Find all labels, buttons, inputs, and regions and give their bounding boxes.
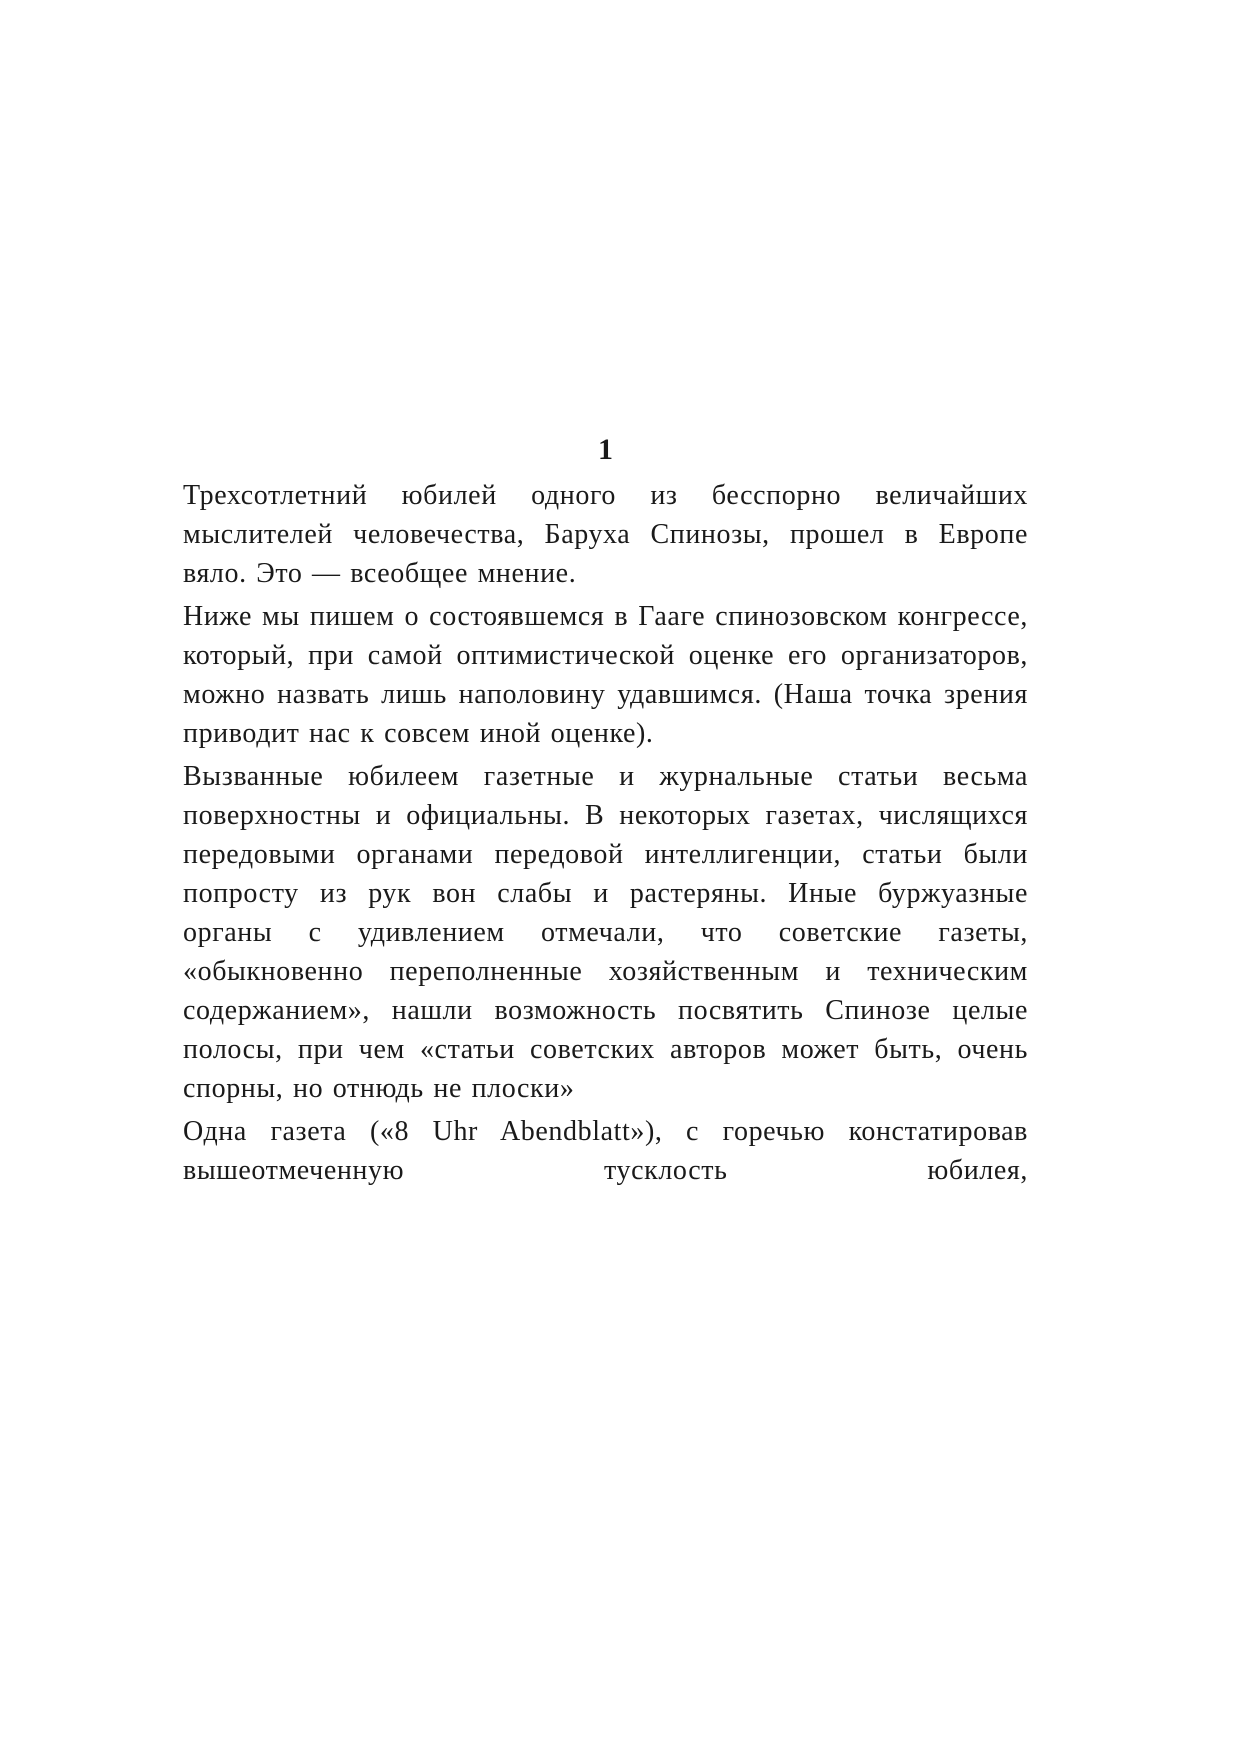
paragraph-2: Ниже мы пишем о состоявшемся в Гааге спинозовском конгрессе, который, при самой оптимистической оценке его организаторов, можно назвать лишь наполовину удавшимся. (Наша точка зрения приводит нас к совсем иной оценке).	[183, 601, 1028, 749]
document-page	[183, 430, 1028, 1194]
paragraph-3: Вызванные юбилеем газетные и журнальные статьи весьма поверхностны и официальны. В некоторых газетах, числящихся передовыми органами передовой интеллигенции, статьи были попросту из рук вон слабы и растеряны. Иные буржуазные органы с удивлением отмечали, что советские газеты, «обыкновенно переполненные хозяйственным и техническим содержанием», нашли возможность посвятить Спинозе целые полосы, при чем «статьи советских авторов может быть, очень спорны, но отнюдь не плоски»	[183, 761, 1028, 1104]
section-number: 1	[598, 433, 613, 466]
paragraph-1: Трехсотлетний юбилей одного из бесспорно величайших мыслителей человечества, Баруха Спинозы, прошел в Европе вяло. Это — всеобщее мнение.	[183, 480, 1028, 589]
paragraph-4: Одна газета («8 Uhr Abendblatt»), с горечью констатировав вышеотмеченную тусклость юбилея,	[183, 1116, 1028, 1186]
